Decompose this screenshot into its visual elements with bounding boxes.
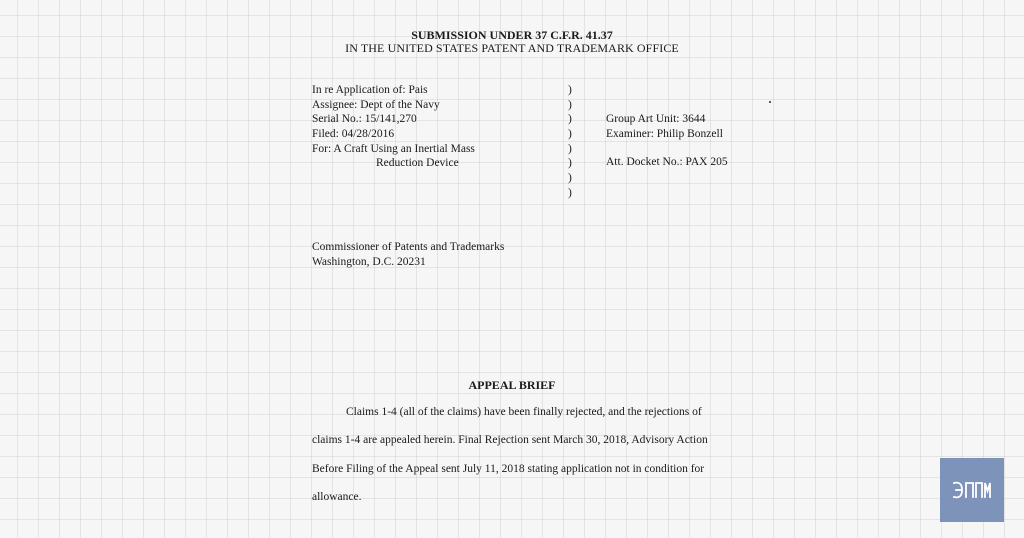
paren: ) (568, 157, 572, 170)
paren: ) (568, 142, 572, 155)
paren: ) (568, 128, 572, 141)
brief-paragraph-line: claims 1-4 are appealed herein. Final Rejection sent March 30, 2018, Advisory Action (312, 434, 708, 446)
monogram-logo-icon (940, 458, 1004, 522)
paren: ) (568, 186, 572, 199)
paren: ) (568, 172, 572, 185)
address-line: Commissioner of Patents and Trademarks (312, 241, 505, 253)
for-line-continued: Reduction Device (376, 157, 459, 170)
filed-line: Filed: 04/28/2016 (312, 128, 395, 141)
docket-number: Att. Docket No.: PAX 205 (606, 156, 728, 168)
brief-paragraph-line: Before Filing of the Appeal sent July 11, 2018 stating application not in condition for (312, 463, 705, 475)
brief-heading: APPEAL BRIEF (468, 378, 556, 392)
paren: ) (568, 84, 572, 96)
application-line: In re Application of: Pais (312, 84, 428, 96)
application-caption (312, 83, 475, 171)
document-title: SUBMISSION UNDER 37 C.F.R. 41.37 (411, 28, 613, 42)
address-block (312, 240, 504, 269)
stray-mark (769, 101, 771, 103)
address-line: Washington, D.C. 20231 (312, 255, 426, 268)
assignee-line: Assignee: Dept of the Navy (312, 98, 440, 111)
for-line: For: A Craft Using an Inertial Mass (312, 142, 475, 155)
paren: ) (568, 113, 572, 126)
group-art-unit: Group Art Unit: 3644 (606, 113, 706, 125)
caption-paren-column (568, 83, 572, 201)
office-name: IN THE UNITED STATES PATENT AND TRADEMARK OFFICE (345, 41, 679, 55)
brief-paragraph-line: Claims 1-4 (all of the claims) have been finally rejected, and the rejections of (346, 406, 702, 418)
brief-paragraph-line: allowance. (312, 491, 362, 503)
serial-line: Serial No.: 15/141,270 (312, 113, 417, 126)
paren: ) (568, 98, 572, 111)
examiner: Examiner: Philip Bonzell (606, 128, 723, 140)
